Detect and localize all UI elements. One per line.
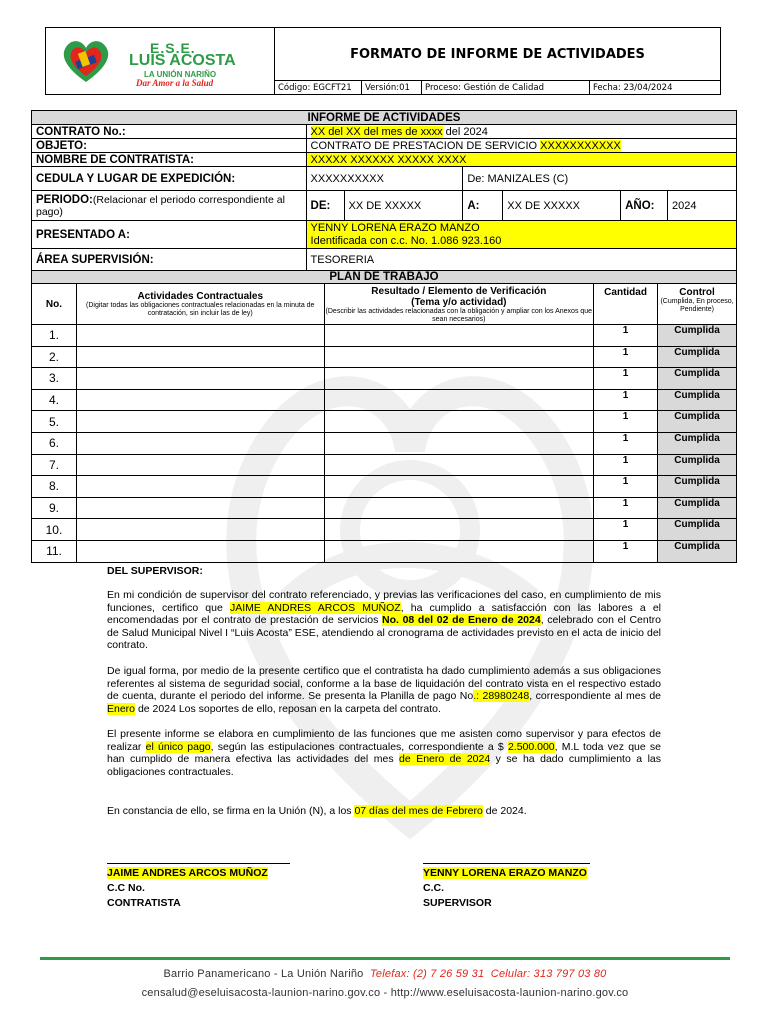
row-number: 10.: [32, 519, 77, 541]
info-table: [31, 110, 737, 271]
row-number: 11.: [32, 540, 77, 562]
signature-right: [423, 866, 587, 911]
col-control: Control (Cumplida, En proceso, Pendiente): [658, 284, 737, 325]
row-number: 9.: [32, 497, 77, 519]
footer-web: censalud@eseluisacosta-launion-narino.gov.co - http://www.eseluisacosta-launion-narino.gov.co: [141, 987, 629, 999]
row-cantidad: 1: [594, 389, 658, 411]
row-number: 1.: [32, 325, 77, 347]
signature-line-right: [423, 863, 590, 864]
plan-row: [32, 346, 737, 368]
plan-row: [32, 368, 737, 390]
footer-contact: Barrio Panamericano - La Unión Nariño Telefax: (2) 7 26 59 31 Celular: 313 797 03 80: [163, 968, 607, 980]
row-resultado: [324, 476, 594, 498]
row-cantidad: 1: [594, 368, 658, 390]
row-actividad: [76, 540, 324, 562]
row-control: Cumplida: [658, 540, 737, 562]
row-actividad: [76, 432, 324, 454]
row-actividad: [76, 389, 324, 411]
supervisor-heading: DEL SUPERVISOR:: [107, 565, 203, 577]
row-cantidad: 1: [594, 476, 658, 498]
row-number: 5.: [32, 411, 77, 433]
a-label: A:: [463, 191, 503, 221]
row-number: 4.: [32, 389, 77, 411]
plan-row: [32, 411, 737, 433]
row-resultado: [324, 432, 594, 454]
footer-website[interactable]: http://www.eseluisacosta-launion-narino.gov.co: [390, 987, 629, 999]
signature-left-cc: C.C No.: [107, 882, 145, 894]
meta-codigo: Código: EGCFT21: [275, 81, 362, 95]
row-control: Cumplida: [658, 519, 737, 541]
plan-row: [32, 540, 737, 562]
document-header: [45, 27, 721, 95]
page-footer: [40, 957, 730, 999]
document-title: FORMATO DE INFORME DE ACTIVIDADES: [350, 46, 645, 62]
area-label: ÁREA SUPERVISIÓN:: [32, 249, 307, 271]
row-control: Cumplida: [658, 476, 737, 498]
area-value: TESORERIA: [306, 249, 736, 271]
heart-logo-icon: [60, 38, 112, 84]
plan-row: [32, 389, 737, 411]
plan-table: [31, 270, 737, 563]
contrato-value: XX del XX del mes de xxxx del 2024: [306, 125, 736, 139]
contrato-label: CONTRATO No.:: [32, 125, 307, 139]
row-control: Cumplida: [658, 432, 737, 454]
row-actividad: [76, 325, 324, 347]
presentado-label: PRESENTADO A:: [32, 221, 307, 249]
col-resultado: Resultado / Elemento de Verificación (Tema y/o actividad) (Describir las actividades relacionadas con la obligación y ampliar con los Anexos que sean necesarios): [324, 284, 594, 325]
logo-line1: E.S.E.: [150, 40, 196, 56]
row-control: Cumplida: [658, 389, 737, 411]
document-meta: [275, 80, 720, 95]
col-actividades: Actividades Contractuales (Digitar todas las obligaciones contractuales relacionadas en la minuta de contratación, sin incluir las de ley): [76, 284, 324, 325]
row-cantidad: 1: [594, 346, 658, 368]
paragraph-2: De igual forma, por medio de la presente certifico que el contratista ha dado cumplimiento además a sus obligaciones referentes al sistema de seguridad social, conforme a la base de liquidación del contrato vista en el respectivo estado de cuenta, durante el periodo del informe. Se presenta la Planilla de pago No.: 28980248, correspondiente al mes de Enero de 2024 Los soportes de ello, reposan en la carpeta del contrato.: [107, 665, 662, 715]
row-cantidad: 1: [594, 454, 658, 476]
a-value: XX DE XXXXX: [503, 191, 621, 221]
row-cantidad: 1: [594, 432, 658, 454]
paragraph-1: En mi condición de supervisor del contrato referenciado, y previas las verificaciones del caso, en cumplimiento de mis funciones, certifico que JAIME ANDRES ARCOS MUÑOZ, ha cumplido a satisfacción con las labores a el encomendadas por el contrato de prestación de servicios No. 08 del 02 de Enero de 2024, celebrado con el Centro de Salud Municipal Nivel I “Luis Acosta” ESE, atendiendo al cronograma de actividades previsto en el acta de inicio del contrato.: [107, 589, 661, 651]
row-actividad: [76, 476, 324, 498]
cedula-lugar: De: MANIZALES (C): [463, 167, 737, 191]
col-cantidad: Cantidad: [594, 284, 658, 325]
row-resultado: [324, 540, 594, 562]
paragraph-3: El presente informe se elabora en cumplimiento de las funciones que me asisten como supervisor y para efectos de realizar el único pago, según las estipulaciones contractuales, correspondiente a $ 2.500.000, M.L toda vez que se han cumplido de manera efectiva las actividades del mes de Enero de 2024 y se ha dado cumplimiento a las obligaciones contractuales.: [107, 728, 661, 778]
col-no: No.: [32, 284, 77, 325]
logo-block: [46, 28, 275, 94]
signature-left: [107, 866, 268, 911]
row-resultado: [324, 325, 594, 347]
signature-left-name: JAIME ANDRES ARCOS MUÑOZ: [107, 867, 268, 879]
row-cantidad: 1: [594, 497, 658, 519]
row-number: 6.: [32, 432, 77, 454]
footer-email[interactable]: censalud@eseluisacosta-launion-narino.gov.co: [141, 987, 381, 999]
row-resultado: [324, 519, 594, 541]
row-actividad: [76, 411, 324, 433]
cedula-value: XXXXXXXXXX: [306, 167, 463, 191]
row-actividad: [76, 346, 324, 368]
row-cantidad: 1: [594, 540, 658, 562]
paragraph-4: En constancia de ello, se firma en la Unión (N), a los 07 días del mes de Febrero de 2024.: [107, 805, 527, 817]
signature-right-cc: C.C.: [423, 882, 444, 894]
plan-row: [32, 519, 737, 541]
meta-fecha: Fecha: 23/04/2024: [593, 83, 673, 93]
ano-value: 2024: [668, 191, 737, 221]
row-cantidad: 1: [594, 325, 658, 347]
row-actividad: [76, 497, 324, 519]
row-number: 2.: [32, 346, 77, 368]
row-control: Cumplida: [658, 368, 737, 390]
meta-version: Versión:01: [362, 81, 422, 95]
ano-label: AÑO:: [621, 191, 668, 221]
signature-left-role: CONTRATISTA: [107, 897, 181, 909]
row-resultado: [324, 368, 594, 390]
row-resultado: [324, 497, 594, 519]
row-control: Cumplida: [658, 497, 737, 519]
logo-line2: LUIS ACOSTA: [129, 52, 236, 69]
row-cantidad: 1: [594, 519, 658, 541]
plan-row: [32, 325, 737, 347]
row-control: Cumplida: [658, 325, 737, 347]
row-number: 3.: [32, 368, 77, 390]
row-actividad: [76, 368, 324, 390]
logo-line3: LA UNIÓN NARIÑO: [144, 70, 217, 79]
row-number: 8.: [32, 476, 77, 498]
plan-row: [32, 432, 737, 454]
plan-row: [32, 476, 737, 498]
row-resultado: [324, 389, 594, 411]
row-resultado: [324, 346, 594, 368]
row-control: Cumplida: [658, 454, 737, 476]
info-heading: INFORME DE ACTIVIDADES: [32, 111, 737, 125]
footer-divider: [40, 957, 730, 960]
cedula-label: CEDULA Y LUGAR DE EXPEDICIÓN:: [32, 167, 307, 191]
row-actividad: [76, 519, 324, 541]
plan-row: [32, 454, 737, 476]
periodo-label: PERIODO:(Relacionar el periodo correspondiente al pago): [32, 191, 307, 221]
row-control: Cumplida: [658, 346, 737, 368]
logo-slogan: Dar Amor a la Salud: [136, 78, 214, 88]
row-actividad: [76, 454, 324, 476]
plan-title: PLAN DE TRABAJO: [32, 271, 737, 284]
signature-right-name: YENNY LORENA ERAZO MANZO: [423, 867, 587, 879]
row-resultado: [324, 454, 594, 476]
signature-right-role: SUPERVISOR: [423, 897, 492, 909]
row-resultado: [324, 411, 594, 433]
meta-proceso: Proceso: Gestión de Calidad: [422, 81, 590, 95]
row-number: 7.: [32, 454, 77, 476]
row-cantidad: 1: [594, 411, 658, 433]
contratista-label: NOMBRE DE CONTRATISTA:: [32, 153, 307, 167]
objeto-label: OBJETO:: [32, 139, 307, 153]
de-label: DE:: [306, 191, 344, 221]
objeto-value: CONTRATO DE PRESTACION DE SERVICIO XXXXXXXXXXX: [306, 139, 736, 153]
signature-line-left: [107, 863, 290, 864]
presentado-value: YENNY LORENA ERAZO MANZO Identificada con c.c. No. 1.086 923.160: [306, 221, 736, 249]
de-value: XX DE XXXXX: [344, 191, 463, 221]
contratista-value: XXXXX XXXXXX XXXXX XXXX: [306, 153, 736, 167]
row-control: Cumplida: [658, 411, 737, 433]
plan-row: [32, 497, 737, 519]
